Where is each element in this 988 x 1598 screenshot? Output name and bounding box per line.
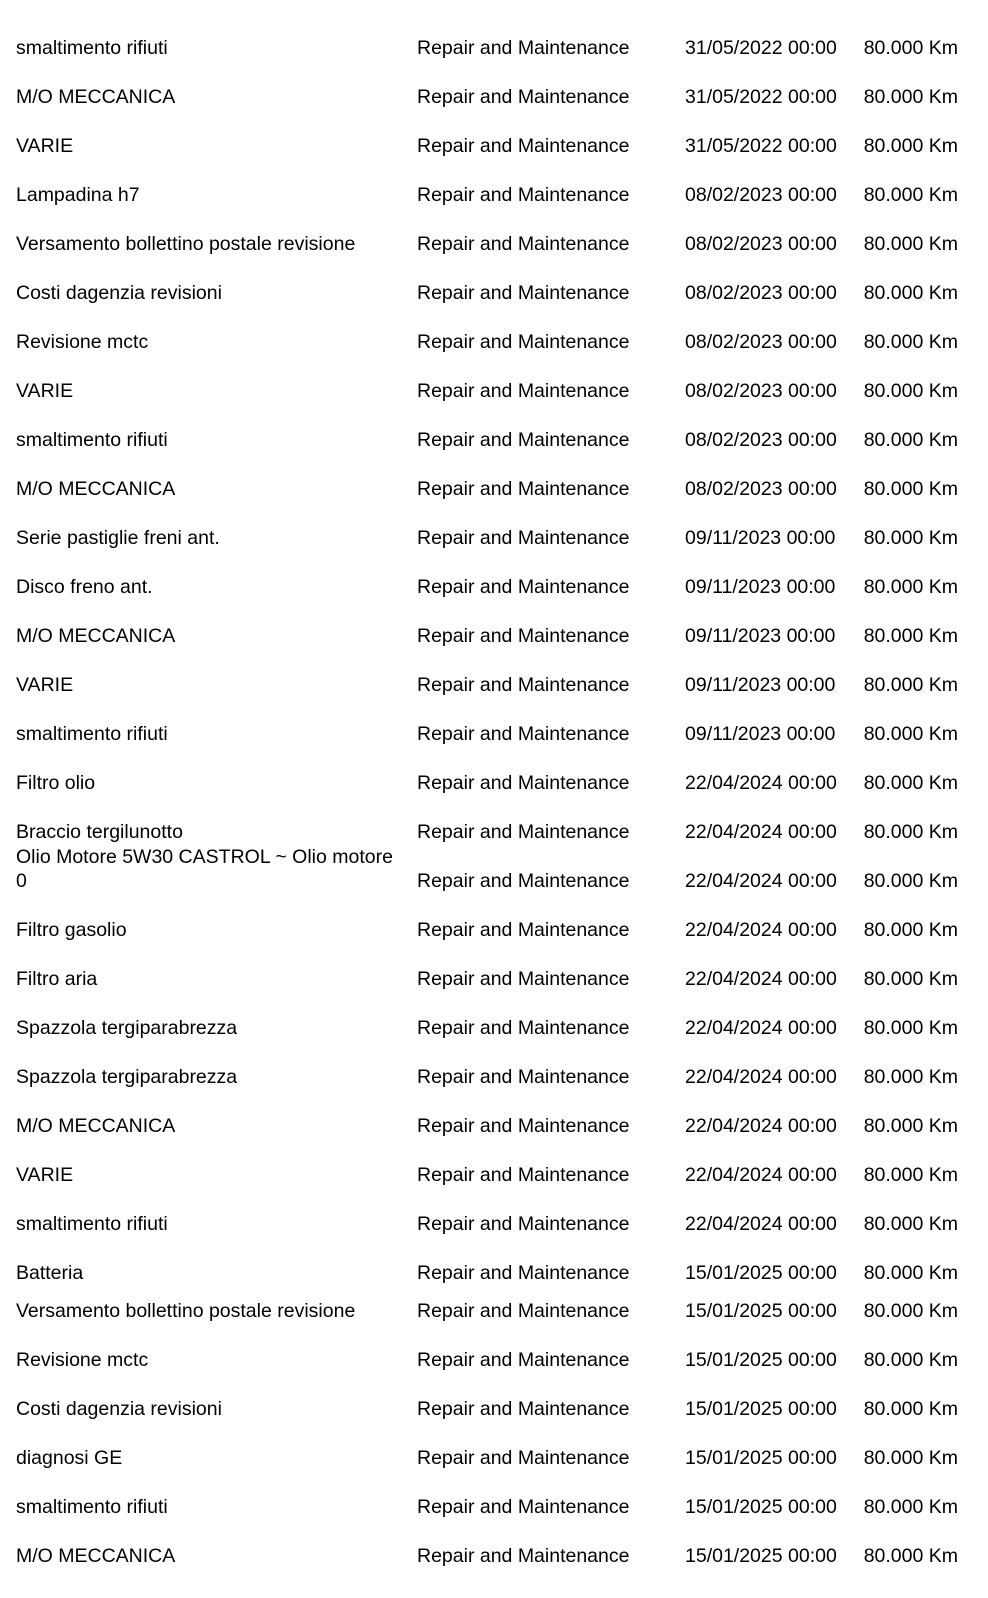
row-mileage: 80.000 Km [863, 821, 958, 843]
row-mileage: 80.000 Km [863, 1115, 958, 1137]
row-mileage: 80.000 Km [863, 233, 958, 255]
row-category: Repair and Maintenance [417, 1447, 630, 1469]
row-description: Versamento bollettino postale revisione [16, 233, 356, 255]
row-category: Repair and Maintenance [417, 674, 630, 696]
row-date: 31/05/2022 00:00 [685, 86, 837, 108]
row-description: Revisione mctc [16, 331, 149, 353]
row-mileage: 80.000 Km [863, 86, 958, 108]
row-category: Repair and Maintenance [417, 1398, 630, 1420]
row-description: M/O MECCANICA [16, 478, 176, 500]
row-mileage: 80.000 Km [863, 184, 958, 206]
row-mileage: 80.000 Km [863, 1262, 958, 1284]
row-category: Repair and Maintenance [417, 429, 630, 451]
row-category: Repair and Maintenance [417, 1115, 630, 1137]
row-description: M/O MECCANICA [16, 1545, 176, 1567]
row-date: 31/05/2022 00:00 [685, 135, 837, 157]
row-category: Repair and Maintenance [417, 478, 630, 500]
row-date: 22/04/2024 00:00 [685, 821, 837, 843]
row-description: smaltimento rifiuti [16, 723, 168, 745]
row-description: Batteria [16, 1262, 84, 1284]
row-date: 09/11/2023 00:00 [685, 625, 836, 647]
row-description: Revisione mctc [16, 1349, 149, 1371]
row-category: Repair and Maintenance [417, 184, 630, 206]
row-category: Repair and Maintenance [417, 968, 630, 990]
row-date: 08/02/2023 00:00 [685, 233, 837, 255]
row-category: Repair and Maintenance [417, 380, 630, 402]
row-category: Repair and Maintenance [417, 233, 630, 255]
row-category: Repair and Maintenance [417, 1164, 630, 1186]
row-category: Repair and Maintenance [417, 1300, 630, 1322]
row-mileage: 80.000 Km [863, 674, 958, 696]
row-category: Repair and Maintenance [417, 282, 630, 304]
row-mileage: 80.000 Km [863, 1213, 958, 1235]
row-date: 08/02/2023 00:00 [685, 282, 837, 304]
row-category: Repair and Maintenance [417, 86, 630, 108]
row-description: Filtro gasolio [16, 919, 127, 941]
row-mileage: 80.000 Km [863, 1066, 958, 1088]
row-mileage: 80.000 Km [863, 1496, 958, 1518]
row-mileage: 80.000 Km [863, 37, 958, 59]
row-mileage: 80.000 Km [863, 968, 958, 990]
row-mileage: 80.000 Km [863, 478, 958, 500]
row-date: 15/01/2025 00:00 [685, 1496, 837, 1518]
row-date: 22/04/2024 00:00 [685, 1164, 837, 1186]
row-date: 09/11/2023 00:00 [685, 674, 836, 696]
row-mileage: 80.000 Km [863, 1164, 958, 1186]
row-description: Spazzola tergiparabrezza [16, 1017, 238, 1039]
row-description: Filtro olio [16, 772, 96, 794]
row-category: Repair and Maintenance [417, 821, 630, 843]
row-category: Repair and Maintenance [417, 772, 630, 794]
row-category: Repair and Maintenance [417, 1545, 630, 1567]
row-description: VARIE [16, 674, 74, 696]
row-category: Repair and Maintenance [417, 576, 630, 598]
row-description: smaltimento rifiuti [16, 1213, 168, 1235]
row-date: 22/04/2024 00:00 [685, 1213, 837, 1235]
row-date: 09/11/2023 00:00 [685, 527, 836, 549]
row-category: Repair and Maintenance [417, 919, 630, 941]
row-mileage: 80.000 Km [863, 870, 958, 892]
row-description: Spazzola tergiparabrezza [16, 1066, 238, 1088]
row-date: 22/04/2024 00:00 [685, 968, 837, 990]
row-description: Versamento bollettino postale revisione [16, 1300, 356, 1322]
row-date: 08/02/2023 00:00 [685, 478, 837, 500]
row-category: Repair and Maintenance [417, 870, 630, 892]
row-date: 09/11/2023 00:00 [685, 723, 836, 745]
row-description: smaltimento rifiuti [16, 37, 168, 59]
row-date: 22/04/2024 00:00 [685, 772, 837, 794]
row-description: Costi dagenzia revisioni [16, 282, 222, 304]
row-description: Lampadina h7 [16, 184, 140, 206]
row-mileage: 80.000 Km [863, 1017, 958, 1039]
row-mileage: 80.000 Km [863, 1447, 958, 1469]
row-mileage: 80.000 Km [863, 1349, 958, 1371]
row-category: Repair and Maintenance [417, 1262, 630, 1284]
row-category: Repair and Maintenance [417, 1017, 630, 1039]
row-mileage: 80.000 Km [863, 1545, 958, 1567]
row-description: M/O MECCANICA [16, 625, 176, 647]
row-mileage: 80.000 Km [863, 282, 958, 304]
row-date: 15/01/2025 00:00 [685, 1545, 837, 1567]
row-mileage: 80.000 Km [863, 1300, 958, 1322]
row-description: Filtro aria [16, 968, 98, 990]
row-mileage: 80.000 Km [863, 625, 958, 647]
row-category: Repair and Maintenance [417, 331, 630, 353]
row-date: 08/02/2023 00:00 [685, 380, 837, 402]
row-description: Olio Motore 5W30 CASTROL ~ Olio motore 0 [16, 846, 393, 892]
row-date: 15/01/2025 00:00 [685, 1349, 837, 1371]
row-mileage: 80.000 Km [863, 527, 958, 549]
row-description: diagnosi GE [16, 1447, 123, 1469]
row-description: Serie pastiglie freni ant. [16, 527, 220, 549]
row-date: 08/02/2023 00:00 [685, 184, 837, 206]
row-mileage: 80.000 Km [863, 772, 958, 794]
row-mileage: 80.000 Km [863, 380, 958, 402]
row-date: 15/01/2025 00:00 [685, 1262, 837, 1284]
row-mileage: 80.000 Km [863, 135, 958, 157]
row-description: M/O MECCANICA [16, 1115, 176, 1137]
row-category: Repair and Maintenance [417, 527, 630, 549]
row-mileage: 80.000 Km [863, 1398, 958, 1420]
row-date: 22/04/2024 00:00 [685, 1017, 837, 1039]
row-date: 15/01/2025 00:00 [685, 1447, 837, 1469]
row-description: smaltimento rifiuti [16, 429, 168, 451]
row-description: M/O MECCANICA [16, 86, 176, 108]
row-mileage: 80.000 Km [863, 723, 958, 745]
row-description: Braccio tergilunotto [16, 821, 183, 843]
row-mileage: 80.000 Km [863, 331, 958, 353]
row-category: Repair and Maintenance [417, 1349, 630, 1371]
row-description: Costi dagenzia revisioni [16, 1398, 222, 1420]
row-date: 22/04/2024 00:00 [685, 1115, 837, 1137]
row-description: VARIE [16, 135, 74, 157]
row-description: VARIE [16, 1164, 74, 1186]
row-description: VARIE [16, 380, 74, 402]
row-category: Repair and Maintenance [417, 1496, 630, 1518]
row-mileage: 80.000 Km [863, 429, 958, 451]
row-date: 31/05/2022 00:00 [685, 37, 837, 59]
row-date: 22/04/2024 00:00 [685, 919, 837, 941]
row-date: 09/11/2023 00:00 [685, 576, 836, 598]
row-category: Repair and Maintenance [417, 723, 630, 745]
row-mileage: 80.000 Km [863, 919, 958, 941]
row-date: 22/04/2024 00:00 [685, 1066, 837, 1088]
row-date: 22/04/2024 00:00 [685, 870, 837, 892]
row-description: Disco freno ant. [16, 576, 153, 598]
row-category: Repair and Maintenance [417, 1213, 630, 1235]
row-category: Repair and Maintenance [417, 135, 630, 157]
row-category: Repair and Maintenance [417, 625, 630, 647]
row-mileage: 80.000 Km [863, 576, 958, 598]
row-category: Repair and Maintenance [417, 1066, 630, 1088]
row-category: Repair and Maintenance [417, 37, 630, 59]
row-date: 15/01/2025 00:00 [685, 1300, 837, 1322]
row-description: smaltimento rifiuti [16, 1496, 168, 1518]
row-date: 15/01/2025 00:00 [685, 1398, 837, 1420]
row-date: 08/02/2023 00:00 [685, 331, 837, 353]
row-date: 08/02/2023 00:00 [685, 429, 837, 451]
